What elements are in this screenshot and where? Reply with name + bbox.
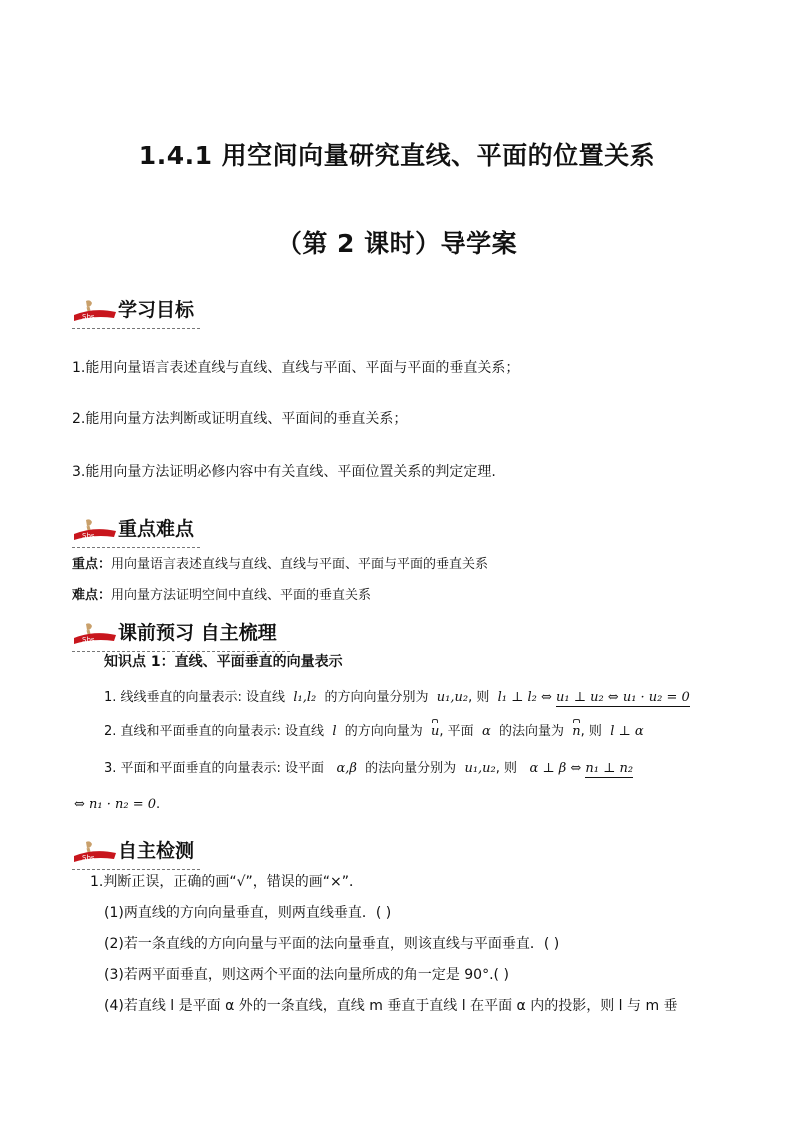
- item3-end: .: [156, 797, 161, 812]
- svg-text:Sbs: Sbs: [82, 854, 95, 862]
- svg-text:Sbs: Sbs: [82, 532, 95, 540]
- item2-text-c: , 平面: [439, 724, 474, 739]
- item2-vector-n: n: [572, 722, 580, 742]
- item3-vectors: u₁,u₂: [464, 761, 496, 776]
- item2-vector-u: u: [431, 722, 439, 742]
- item2-var: l: [332, 724, 337, 739]
- section-logo-icon: [72, 840, 118, 866]
- item1-text-a: 1. 线线垂直的向量表示: 设直线: [104, 690, 286, 705]
- difficulty-line: [72, 586, 371, 606]
- item3-answer-1: n₁ ⊥ n₂: [585, 761, 634, 776]
- section-logo-icon: [72, 518, 118, 544]
- check-question: (2)若一条直线的方向向量与平面的法向量垂直，则该直线与平面垂直．( ): [104, 936, 560, 952]
- knowledge-item-3-cont: [74, 795, 160, 815]
- item1-vars: l₁,l₂: [293, 690, 317, 705]
- item3-relation: α ⊥ β ⇔: [529, 761, 582, 776]
- knowledge-item-2: [104, 722, 644, 742]
- item2-relation: l ⊥ α: [610, 724, 644, 739]
- check-question: (4)若直线 l 是平面 α 外的一条直线，直线 m 垂直于直线 l 在平面 α 内的投影，则 l 与 m 垂: [104, 998, 678, 1014]
- item1-vectors: u₁,u₂: [436, 690, 469, 705]
- item3-text-c: , 则: [495, 761, 518, 776]
- section-underline: [72, 547, 200, 548]
- section-title-goals: 学习目标: [118, 299, 195, 321]
- item3-answer-2: ⇔ n₁ · n₂ = 0: [74, 797, 157, 812]
- check-question: (3)若两平面垂直，则这两个平面的法向量所成的角一定是 90°.( ): [104, 967, 509, 983]
- item3-text-a: 3. 平面和平面垂直的向量表示: 设平面: [104, 761, 325, 776]
- section-underline: [72, 328, 200, 329]
- check-question: (1)两直线的方向向量垂直，则两直线垂直．( ): [104, 905, 392, 921]
- item2-text-d: 的法向量为: [499, 724, 565, 739]
- item1-relation: l₁ ⊥ l₂ ⇔: [497, 690, 552, 705]
- difficulty-text: 用向量方法证明空间中直线、平面的垂直关系: [111, 588, 372, 603]
- section-logo-icon: [72, 622, 118, 648]
- knowledge-heading: 知识点 1：直线、平面垂直的向量表示: [104, 654, 343, 670]
- item1-answer: u₁ ⊥ u₂ ⇔ u₁ · u₂ = 0: [556, 690, 690, 705]
- page-title: 1.4.1 用空间向量研究直线、平面的位置关系: [138, 141, 656, 170]
- section-title-self-check: 自主检测: [118, 840, 195, 862]
- item2-alpha: α: [481, 724, 491, 739]
- item2-text-e: , 则: [580, 724, 602, 739]
- key-point-line: [72, 555, 488, 575]
- section-underline: [72, 869, 200, 870]
- knowledge-item-3: [104, 759, 633, 779]
- check-intro: 1.判断正误，正确的画“√”，错误的画“×”．: [90, 874, 364, 890]
- item1-text-c: , 则: [468, 690, 490, 705]
- goal-item: 2.能用向量方法判断或证明直线、平面间的垂直关系；: [72, 411, 408, 427]
- section-title-preview: 课前预习 自主梳理: [118, 622, 277, 644]
- page-subtitle: （第 2 课时）导学案: [276, 229, 518, 258]
- key-label: 重点：: [72, 557, 112, 572]
- svg-text:Sbs: Sbs: [82, 313, 95, 321]
- item1-text-b: 的方向向量分别为: [324, 690, 429, 705]
- goal-item: 3.能用向量方法证明必修内容中有关直线、平面位置关系的判定定理.: [72, 464, 496, 480]
- item3-text-b: 的法向量分别为: [365, 761, 457, 776]
- item3-vars: α,β: [336, 761, 357, 776]
- goal-item: 1.能用向量语言表述直线与直线、直线与平面、平面与平面的垂直关系；: [72, 360, 520, 376]
- item2-text-b: 的方向向量为: [344, 724, 423, 739]
- item2-text-a: 2. 直线和平面垂直的向量表示: 设直线: [104, 724, 325, 739]
- svg-text:Sbs: Sbs: [82, 636, 95, 644]
- key-text: 用向量语言表述直线与直线、直线与平面、平面与平面的垂直关系: [111, 557, 489, 572]
- section-title-key-points: 重点难点: [118, 518, 195, 540]
- difficulty-label: 难点：: [72, 588, 112, 603]
- section-logo-icon: [72, 299, 118, 325]
- knowledge-item-1: [104, 688, 690, 708]
